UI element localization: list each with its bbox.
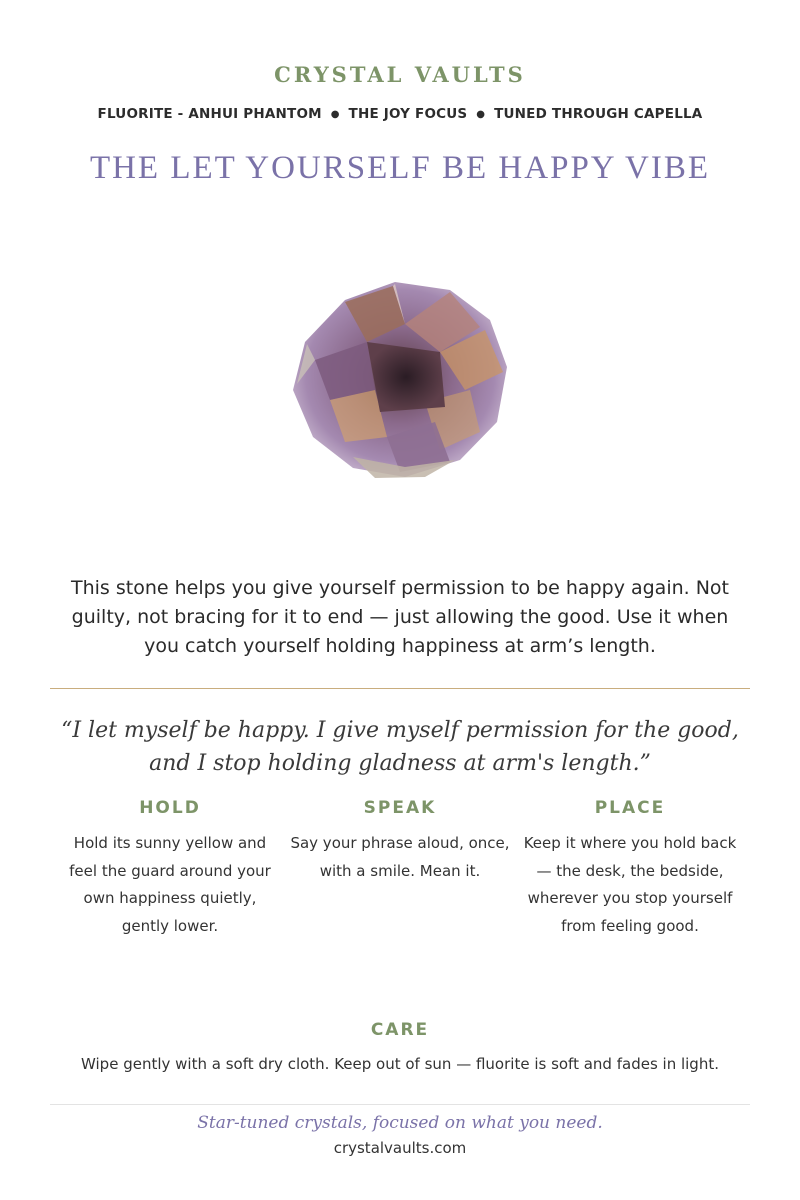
divider <box>50 688 750 689</box>
place-column <box>520 798 740 940</box>
page-title: THE LET YOURSELF BE HAPPY VIBE <box>89 150 711 186</box>
footer-divider <box>50 1104 750 1105</box>
brand-name: CRYSTAL VAULTS <box>274 62 526 87</box>
place-text: Keep it where you hold back — the desk, the bedside, wherever you stop yourself from feeling good. <box>523 834 737 935</box>
place-heading: PLACE <box>594 798 666 818</box>
speak-column <box>290 798 510 885</box>
description-text: This stone helps you give yourself permission to be happy again. Not guilty, not bracing for it to end — just allowing the good. Use it when you catch yourself holding happiness at arm’s length. <box>70 577 730 657</box>
hold-text: Hold its sunny yellow and feel the guard around your own happiness quietly, gently lower. <box>69 834 271 935</box>
speak-text: Say your phrase aloud, once, with a smile. Mean it. <box>290 834 510 880</box>
footer-tagline: Star-tuned crystals, focused on what you need. <box>197 1113 603 1133</box>
hold-column <box>60 798 280 940</box>
care-text: Wipe gently with a soft dry cloth. Keep out of sun — fluorite is soft and fades in light. <box>81 1055 719 1073</box>
subtitle-tuning: TUNED THROUGH CAPELLA <box>494 106 703 122</box>
subtitle-focus: THE JOY FOCUS <box>348 106 468 122</box>
separator-icon: ● <box>330 109 340 120</box>
website-link[interactable]: crystalvaults.com <box>333 1139 467 1157</box>
speak-heading: SPEAK <box>363 798 437 818</box>
subtitle-line <box>0 106 800 122</box>
care-heading: CARE <box>370 1020 430 1040</box>
hold-heading: HOLD <box>139 798 201 818</box>
separator-icon: ● <box>476 109 486 120</box>
subtitle-stone: FLUORITE - ANHUI PHANTOM <box>97 106 322 122</box>
fluorite-crystal-image <box>275 272 525 492</box>
affirmation-quote: “I let myself be happy. I give myself permission for the good, and I stop holding gladness at arm's length.” <box>61 718 739 776</box>
